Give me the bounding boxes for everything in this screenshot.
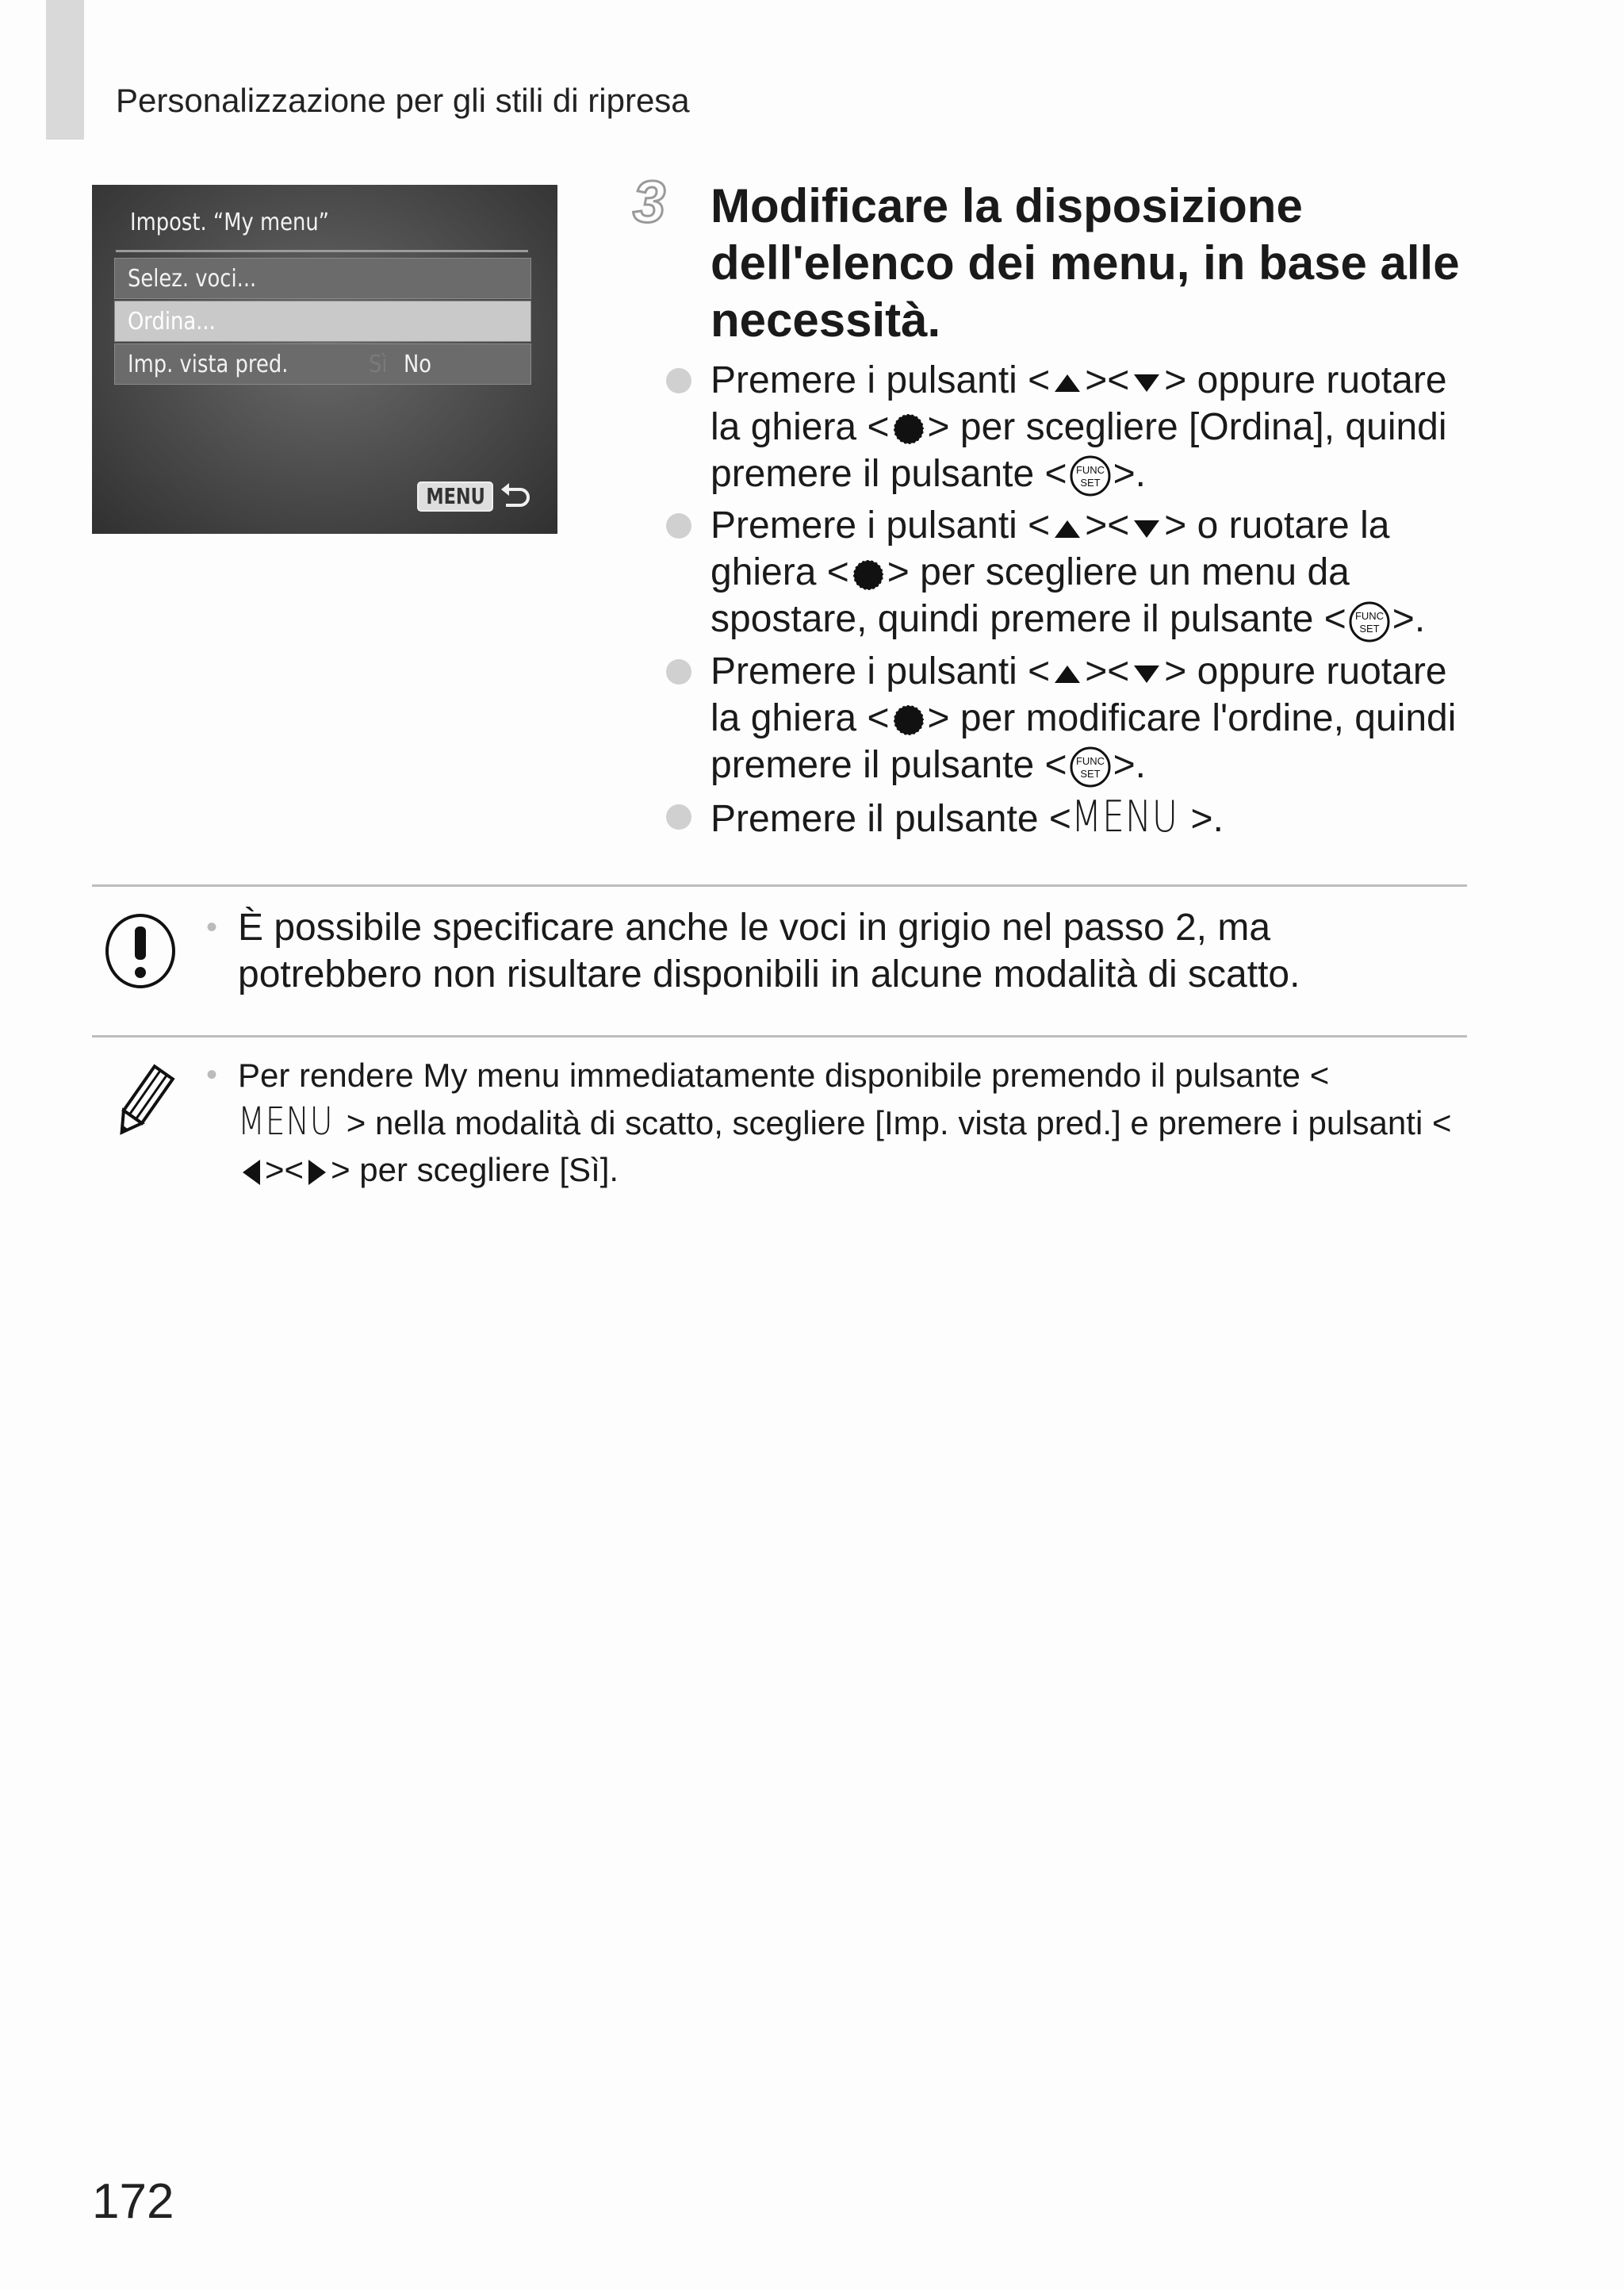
pencil-icon — [109, 1063, 176, 1142]
menu-item-selez-voci — [114, 258, 531, 299]
control-dial-icon — [891, 412, 926, 447]
control-dial-icon — [851, 558, 886, 593]
chapter-tab — [46, 0, 84, 140]
section-header: Personalizzazione per gli stili di ripresa — [116, 82, 690, 119]
up-arrow-icon — [1051, 366, 1083, 398]
down-arrow-icon — [1131, 658, 1162, 689]
up-arrow-icon — [1051, 512, 1083, 544]
bullet-dot — [666, 513, 691, 539]
screen-divider — [116, 250, 528, 252]
bullet-dot — [666, 659, 691, 685]
divider — [92, 1035, 1467, 1038]
instruction-list — [666, 357, 1483, 847]
instruction-item: Premere i pulsanti < >< > o ruotare la ghiera < > per scegliere un menu da spostare, quindi premere il pulsante < FUNC SET >. — [666, 502, 1483, 643]
instruction-item: Premere i pulsanti < >< > oppure ruotare la ghiera < > per scegliere [Ordina], quindi premere il pulsante < FUNC SET >. — [666, 357, 1483, 497]
left-arrow-icon — [238, 1157, 265, 1188]
down-arrow-icon — [1131, 366, 1162, 398]
down-arrow-icon — [1131, 512, 1162, 544]
func-set-button-icon — [1348, 600, 1391, 643]
func-set-button-icon — [1069, 746, 1112, 788]
camera-screen — [92, 185, 557, 534]
return-arrow-icon — [498, 481, 533, 512]
tip-text: Per rendere My menu immediatamente disponibile premendo il pulsante < MENU > nella modalità di scatto, scegliere [Imp. vista pred.] e premere i pulsanti <>< > per scegliere [Sì]. — [238, 1057, 1452, 1188]
svg-text:SET: SET — [1079, 767, 1101, 780]
instruction-item: Premere i pulsanti < >< > oppure ruotare la ghiera < > per modificare l'ordine, quindi premere il pulsante < FUNC SET >. — [666, 648, 1483, 788]
step-number: 3 — [633, 169, 666, 235]
up-arrow-icon — [1051, 658, 1083, 689]
svg-text:FUNC: FUNC — [1354, 609, 1384, 622]
menu-button-label: MENU — [1071, 791, 1178, 842]
svg-text:FUNC: FUNC — [1075, 464, 1105, 477]
menu-button-icon: MENU — [417, 481, 493, 512]
menu-item-ordina — [114, 301, 531, 342]
note-bullet: • — [206, 910, 218, 945]
note-bullet: • — [206, 1057, 218, 1092]
menu-item-value-dim: Sì — [369, 351, 388, 378]
caution-text: È possibile specificare anche le voci in grigio nel passo 2, ma potrebbero non risultare disponibili in alcune modalità di scatto. — [238, 907, 1300, 995]
instruction-item: Premere il pulsante <MENU >. — [666, 793, 1483, 842]
menu-item-value: No — [404, 351, 432, 378]
menu-item-label: Imp. vista pred. — [128, 351, 289, 378]
bullet-dot — [666, 804, 691, 830]
page-number: 172 — [92, 2174, 174, 2229]
svg-text:FUNC: FUNC — [1075, 754, 1105, 767]
svg-text:SET: SET — [1079, 477, 1101, 489]
menu-item-imp-vista-pred — [114, 343, 531, 385]
bullet-dot — [666, 368, 691, 393]
menu-item-label: Selez. voci... — [128, 265, 257, 293]
divider — [92, 884, 1467, 887]
svg-text:SET: SET — [1359, 622, 1380, 635]
caution-icon — [105, 912, 176, 990]
right-arrow-icon — [304, 1157, 331, 1188]
control-dial-icon — [891, 703, 926, 738]
func-set-button-icon — [1069, 455, 1112, 497]
step-title: Modificare la disposizione dell'elenco dei menu, in base alle necessità. — [710, 179, 1460, 347]
menu-button-label: MENU — [238, 1099, 334, 1144]
screen-title: Impost. “My menu” — [130, 209, 330, 236]
menu-item-label: Ordina... — [128, 308, 216, 336]
